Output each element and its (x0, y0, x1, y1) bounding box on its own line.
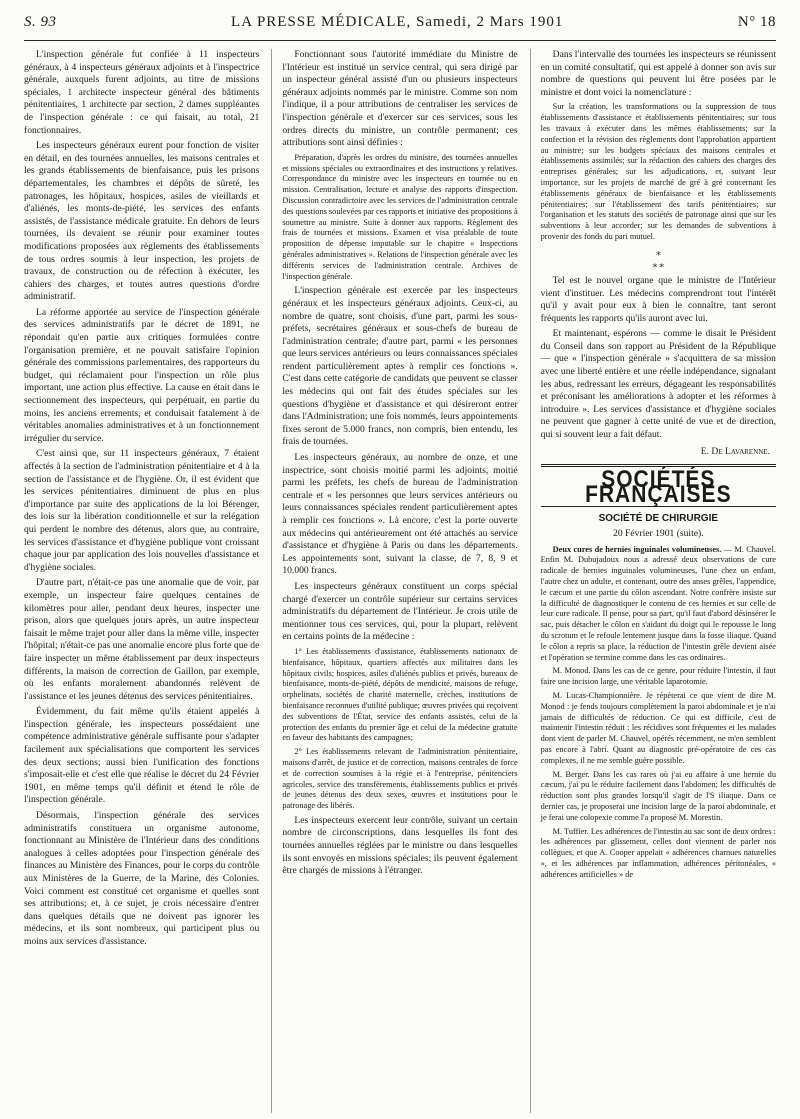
nomenclature-list: Sur la création, les transformations ou la suppression de tous établissements d'assistance et établissements pénitentiaires; sur tous les travaux à exécuter dans les mêmes établissements; sur la confection et la révision des règlements dont l'approbation appartient au ministre; sur les budgets spéciaux des maisons centrales et établissements assimilés; sur la rédaction des cahiers des charges des entreprises générales; sur les adjudications, et, suivant leur importance, sur les projets de marché de gré à gré concernant les établissements généraux de bienfaisance et les établissements pénitentiaires; sur l'établissement des tarifs pénitentiaires; sur l'organisation et les statuts des sociétés de patronage ainsi que sur les subventions à leur accorder; sur les demandes de subventions à provenir des fonds du pari mutuel. (540, 102, 776, 241)
report-heading: Deux cures de hernies inguinales volumineuses. (552, 544, 722, 554)
column-right (530, 49, 776, 1113)
paragraph: L'inspection générale est exercée par les inspecteurs généraux et les inspecteurs généraux adjoints. Ceux-ci, au nombre de quatre, sont choisis, d'une part, parmi les sous-préfets, secrétaires généraux et sous-chefs de bureau de l'administration centrale; d'autre part, parmi « les personnes que leurs services antérieurs ou leurs connaissances spéciales rendent particulièrement aptes à remplir ces fonctions ». C'est dans cette catégorie de candidats que peuvent se classer les médecins qui ont fait des études spéciales sur les questions d'hygiène et d'assistance et qui désireront entrer dans l'Administration; une fois nommés, leurs appointements fixes seront de 5.000 francs, non compris, bien entendu, les frais de tournées. (282, 285, 518, 448)
masthead-title: LA PRESSE MÉDICALE, Samedi, 2 Mars 1901 (231, 14, 564, 30)
page-header (24, 14, 776, 38)
report-paragraph: M. Lucas-Championnière. Je répéterai ce que vient de dire M. Monod : je fends toujours complètement la paroi abdominale et je n'ai jamais de difficultés de réduction. Ce qui est difficile, c'est de maintenir l'intestin réduit : les récidives sont fréquentes et les malades dont vient de parler M. Chauvel, opérés récemment, ne m'en semblent pas encore à l'abri. Quant au diagnostic pré-opératoire de ces cas complexes, il ne me semble guère possible. (540, 690, 776, 765)
report-paragraph: M. Tuffier. Les adhérences de l'intestin au sac sont de deux ordres : les adhérences par glissement, celles dont viennent de parler nos collègues, et que A. Cooper appelait « adhérences charnues naturelles », et les adhérences par inflammation, adhérences péritonéales, « adhérences artificielles » de (540, 826, 776, 879)
paragraph: Et maintenant, espérons — comme le disait le Président du Conseil dans son rapport au Président de la République — que « l'inspection générale » s'acquittera de sa mission avec une liberté entière et une réelle indépendance, signalant les abus, redressant les erreurs, dégageant les responsabilités et préconisant les améliorations à adopter et les réformes à introduire ». Les services d'assistance et d'hygiène sociales ne peuvent que gagner à cette unité de vue et de direction, qui si souvent leur a fait défaut. (540, 328, 776, 441)
report-paragraph: M. Berger. Dans les cas rares où j'ai eu affaire à une hernie du cæcum, j'ai pu le réduire facilement dans l'abdomen; les difficultés de réduction sont plus grandes lorsqu'il s'agit de l'S iliaque. Dans ce dernier cas, je proposerai une incision large de la paroi abdominale, et je ferai une colopexie comme l'a proposé M. Morestin. (540, 769, 776, 822)
page-number: S. 93 (24, 14, 57, 30)
paragraph: L'inspection générale fut confiée à 11 inspecteurs généraux, à 4 inspecteurs généraux adjoints et à l'inspectrice générale, auxquels furent adjoints, au titre de missions spéciales, 1 architecte inspecteur général des bâtiments pénitentiaires, 1 architecte par section, 2 dames suppléantes de l'inspection générale : ce qui faisait, au total, 21 fonctionnaires. (24, 49, 260, 136)
paragraph: Évidemment, du fait même qu'ils étaient appelés à l'inspection générale, les inspecteurs possédaient une compétence administrative générale suffisante pour s'adapter facilement aux spécialisations que comportent les services des deux sections; aussi bien l'unification des fonctions s'imposait-elle et c'est elle que réalise le décret du 24 Février 1901, en même temps qu'il définit et étend le rôle de l'inspection générale. (24, 706, 260, 806)
column-left (24, 49, 259, 1113)
paragraph: Désormais, l'inspection générale des services administratifs constituera un organisme autonome, fonctionnant au Ministère de l'Intérieur dans des conditions analogues à celles adoptées pour l'inspection générale des finances au Ministère des Finances, pour le corps du contrôle aux Ministères de la Guerre, de la Marine, des Colonies. Voici comment est constitué cet organisme et quelles sont ses attributions; et, à ce sujet, je crois nécessaire d'entrer dans quelques détails que ne doivent pas ignorer les médecins, et ils sont nombreux, qui participent plus ou moins aux services d'assistance. (24, 810, 260, 947)
section-title: SOCIÉTÉS FRANÇAISES (585, 466, 732, 508)
report-body: — M. Chauvel. Enfin M. Dubujadoux nous a adressé deux observations de cure radicale de hernies inguinales volumineuses, l'une chez un enfant, l'autre chez un adulte, et contenant, outre des anses grêles, l'appendice, le cæcum et une partie du côlon ascendant. Notre confrère insiste sur la difficulté de diagnostiquer le contenu de ces hernies et sur celle de leur cure radicale. Il pense, pour sa part, qu'il faut d'abord désinsérer le sac, puis détacher le côlon en s'aidant du doigt qui le repousse le long du scrotum et le refoule lentement jusque dans la fosse iliaque. Quand le côlon a repris sa place, la réduction de l'intestin grêle devient aisée et l'opération se termine comme dans les cas ordinaires. (540, 544, 776, 662)
paragraph: La réforme apportée au service de l'inspection générale des services administratifs par le décret de 1891, ne répondait qu'en partie aux critiques formulées contre l'organisation première, et ne pouvait satisfaire l'opinion générale des commissions parlementaires, des rapporteurs du budget, qui réclamaient pour l'inspection un rôle plus important, une action plus effective. La cause en était dans le sectionnement des inspecteurs, qui perpétuait, en partie du moins, les anciens errements, et conduisait fatalement à de véritables anomalies administratives et à un fonctionnement irrégulier du service. (24, 306, 260, 444)
paragraph: D'autre part, n'était-ce pas une anomalie que de voir, par exemple, un inspecteur faire quelques centaines de kilomètres pour aller, pendant deux heures, inspecter une prison, alors que quelques jours après, un autre inspecteur faisait le même trajet pour aller dans la même ville, inspecter l'hôpital; n'était-ce pas une anomalie encore plus forte que de faire inspecter un même établissement par deux inspecteurs différents, la maison de correction de Gaillon, par exemple, où les enfants moralement abandonnés relèvent de l'assistance et les jeunes détenus des services pénitentiaires. (24, 577, 260, 702)
header-rule (24, 40, 776, 41)
section-stars: ⁎ ⁎ ⁎ (652, 246, 664, 270)
society-heading: SOCIÉTÉ DE CHIRURGIE (598, 513, 719, 525)
columns (24, 49, 776, 1113)
paragraph: Dans l'intervalle des tournées les inspecteurs se réunissent en un comité consultatif, qui est appelé à donner son avis sur nombre de questions qui peuvent lui être posées par le ministre et dont voici la nomenclature : (540, 49, 776, 98)
paragraph: Les inspecteurs généraux eurent pour fonction de visiter en détail, en des tournées annuelles, les maisons centrales et les grands établissements de bienfaisance, puis les prisons départementales, les chambres et dépôts de sûreté, les patronages, les hôpitaux, hospices, asiles de vieillards et d'aliénés, les monts-de-piété, les services des enfants assistés, de l'assistance médicale gratuite. En dehors de leurs tournées, ils devaient se réunir pour examiner toutes modifications proposées aux règlements des établissements de tous ordres soumis à leur inspection, les projets de travaux, de construction ou de réfection à exécuter, les cahiers des charges, et toutes autres questions d'ordre administratif. (24, 140, 260, 303)
column-middle (271, 49, 517, 1113)
report-paragraph: M. Monod. Dans les cas de ce genre, pour réduire l'intestin, il faut faire une incision large, une véritable laparotomie. (540, 666, 776, 687)
session-date: 20 Février 1901 (suite). (613, 528, 704, 540)
author-signature: E. De Lavarenne. (700, 445, 770, 457)
paragraph: Les inspecteurs généraux constituent un corps spécial chargé d'exercer un contrôle supérieur sur certains services administratifs du département de l'Intérieur. Je crois utile de mentionner tous ces services, qui, pour la plupart, relèvent en certains points de la médecine : (282, 580, 518, 643)
services-list-1: 1° Les établissements d'assistance, établissements nationaux de bienfaisance, hôpitaux, quartiers affectés aux militaires dans les hôpitaux civils; hospices, asiles d'aliénés publics et privés, bureaux de bienfaisance, monts-de-piété, dépôts de mendicité, maisons de refuge, orphelinats, sociétés de charité maternelle, crèches, institutions de bienfaisance reconnues d'utilité publique; œuvres privées qui reçoivent des subventions de l'État, service des enfants assistés, celui de la protection des enfants du premier âge et celui de la médecine gratuite en faveur des habitants des campagnes; (282, 646, 518, 743)
issue-number: N° 18 (737, 14, 776, 30)
paragraph: Tel est le nouvel organe que le ministre de l'Intérieur vient d'instituer. Les médecins comprendront tout l'intérêt qu'il y avait pour eux à bien le connaître, tant seront fréquents les rapports qu'ils auront avec lui. (540, 274, 776, 324)
paragraph: C'est ainsi que, sur 11 inspecteurs généraux, 7 étaient affectés à la section de l'administration pénitentiaire et 4 à la section de l'assistance et de l'hygiène. Or, il est évident que les services pénitentiaires diminuent de plus en plus d'importance par suite des applications de la loi Bérenger, des lois sur la libération conditionnelle et sur la relégation qui perdent le nombre des détenus, alors que, au contraire, les services d'assistance et d'hygiène publique vont croissant chaque jour par application des lois nouvelles d'assistance et d'hygiène sociales. (24, 448, 260, 573)
paragraph: Fonctionnant sous l'autorité immédiate du Ministre de l'Intérieur est institué un service central, qui sera dirigé par un inspecteur général assisté d'un ou plusieurs inspecteurs généraux adjoints nommés par le ministre. Comme son nom l'indique, il a pour attributions de centraliser les services de l'inspection générale et d'exercer sur ces services, sous les ordres directs du ministre, un contrôle permanent; ces attributions sont ainsi définies : (282, 49, 518, 149)
paragraph: Les inspecteurs exercent leur contrôle, suivant un certain nombre de circonscriptions, dans lesquelles ils font des tournées annuelles réglées par le ministre ou dans lesquelles ils sont envoyés en missions spéciales; ils peuvent également être chargés de missions à l'étranger. (282, 814, 518, 877)
services-list-2: 2° Les établissements relevant de l'administration pénitentiaire, maisons d'arrêt, de justice et de correction, maisons centrales de force et de correction soumises à la régie et à l'entreprise, pénitenciers agricoles, service des transfèrements, établissements publics et privés de jeunes détenus des deux sexes, œuvres et institutions pour le patronage des libérés. (282, 747, 518, 811)
paragraph: Les inspecteurs généraux, au nombre de onze, et une inspectrice, sont choisis moitié parmi les adjoints, moitié parmi les préfets, les chefs de bureau de l'administration centrale et « les personnes que leurs services antérieurs ou leurs connaissances spéciales rendent particulièrement aptes à remplir ces fonctions ». Là encore, c'est la porte ouverte aux médecins qui antérieurement ont été attachés au service d'assistance et d'hygiène à Paris ou dans les départements. Les appointements sont, suivant la classe, de 7, 8, 9 et 10.000 francs. (282, 452, 518, 577)
attributions-list: Préparation, d'après les ordres du ministre, des tournées annuelles et missions spéciales ou extraordinaires et des instructions y relatives. Correspondance du ministre avec les inspecteurs en tournée ou en mission. Centralisation, lecture et analyse des rapports d'inspection. Discussion contradictoire avec les services de l'administration centrale des questions soulevées par ces rapports et initiative des propositions à soumettre au ministre. Suite à donner aux rapports. Règlement des frais de tournées et missions. Examen et visa préalable de toute proposition de dépense imputable sur le chapitre « Inspections générales administratives ». Relations de l'inspection générale avec les différents services de l'administration centrale. Archives de l'inspection générale. (282, 152, 518, 281)
report-paragraph (541, 545, 776, 664)
